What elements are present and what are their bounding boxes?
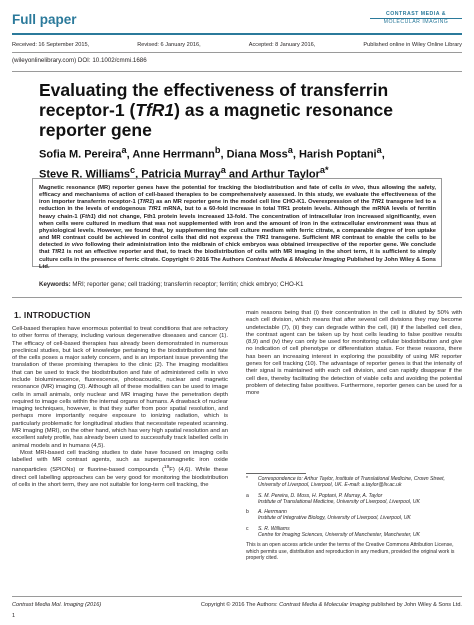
brand-line-1: CONTRAST MEDIA &	[370, 11, 462, 19]
journal-brand-logo	[370, 11, 462, 25]
article-dates	[12, 42, 462, 48]
abstract: Magnetic resonance (MR) reporter genes have the potential for tracking the biodistribution and fate of cells in vivo, thus allowing the safety, efficacy and mechanisms of action of cell-based therapies to be comprehensively assessed. In this study, we evaluate the effectiveness of the iron importer transferrin receptor-1 (TfR1) as an MR reporter gene in the model cell line CHO-K1. Overexpression of the TfR1 transgene led to a reduction in the levels of endogenous TfR1 mRNA, but to a 60-fold increase in total TfR1 protein levels. Although the mRNA levels of ferritin heavy chain-1 (Fth1) did not change, Fth1 protein levels increased 13-fold. The concentration of intracellular iron increased significantly, even when cells were cultured in medium that was not supplemented with iron and the amount of iron in the extracellular environment was thus at physiological levels. However, we found that, by supplementing the cell culture medium with ferric citrate, a comparable degree of iron uptake and MR contrast could be achieved in control cells that did not express the TfR1 transgene. Sufficient MR contrast to enable the cells to be detected in vivo following their administration into the midbrain of chick embryos was obtained irrespective of the reporter gene. We conclude that TfR1 is not an effective reporter and that, to track the biodistribution of cells with MR imaging in the short term, it is sufficient to simply culture cells in the presence of ferric citrate. Copyright © 2016 The Authors Contrast Media & Molecular Imaging Published by John Wiley & Sons Ltd.	[32, 178, 442, 267]
footer-divider	[12, 596, 462, 597]
license-note: This is an open access article under the terms of the Creative Commons Attribution License, which permits use, distribution and reproduction in any medium, provided the original work is properly cited.	[246, 542, 455, 561]
brand-line-2: MOLECULAR IMAGING	[383, 19, 449, 25]
author-name[interactable]: Sofia M. Pereira	[39, 148, 122, 161]
author-name[interactable]: Arthur Taylor	[251, 168, 320, 181]
footnote-affiliation: b A. Herrmann Institute of Integrative Biology, University of Liverpool, Liverpool, UK	[246, 509, 411, 522]
header-divider	[12, 33, 462, 35]
keywords-divider	[12, 297, 462, 298]
keywords	[39, 281, 439, 288]
footnotes	[246, 476, 462, 565]
revised-date: Revised: 6 January 2016,	[137, 42, 201, 48]
section-label: Full paper	[12, 12, 77, 27]
keywords-text: MRI; reporter gene; cell tracking; transferrin receptor; ferritin; chick embryo; CHO-K1	[70, 281, 304, 288]
published-online: Published online in Wiley Online Library	[363, 42, 462, 48]
body-column-left	[12, 326, 228, 489]
footer-journal: Contrast Media Mol. Imaging (2016)	[12, 602, 102, 608]
article-title: Evaluating the effectiveness of transferrin receptor-1 (TfR1) as a magnetic resonance reporter gene	[39, 80, 394, 140]
footnote-affiliation: a S. M. Pereira, D. Moss, H. Poptani, P. Murray, A. Taylor Institute of Translational Medicine, University of Liverpool, Liverpool, UK	[246, 492, 420, 505]
paragraph: Most MRI-based cell tracking studies to date have focused on imaging cells labelled with MR contrast agents, such as superparamagnetic iron oxide nanoparticles (SPIONs) or fluorine-based compounds ($^{19}$F) (4,6). While these direct cell labelling approaches can be very good for monitoring the biodistribution of cells in the short term, they are not suitable for long-term cell tracking, the	[12, 449, 229, 488]
doi-divider	[12, 71, 462, 72]
author-name[interactable]: Anne Herrmann	[132, 148, 215, 161]
paragraph: Cell-based therapies have enormous potential to treat conditions that are refractory to other forms of therapy, including various degenerative diseases and cancer (1). The efficacy of cell-based therapies has already been demonstrated in numerous preclinical studies, but lack of knowledge pertaining to the biodistribution and fate of the cells poses a major safety concern, and is an important issue preventing the translation of these promising therapies to the clinic (2). The imaging modalities that can be used to track the biodistribution and fate of administered cells in vivo include bioluminescence, fluorescence, photoacoustic, nuclear and magnetic resonance (MR) imaging (3). Although all of these modalities can be used to image cells in small animals, only nuclear and MR imaging have the penetration depth required to image cells within the internal organs of humans. A drawback of nuclear imaging techniques, however, is that they suffer from poor spatial resolution, and perhaps more importantly require exposure to ionizing radiation, which is particularly problematic for longitudinal studies that necessitate repeated scanning. MR imaging (MRI), on the other hand, which has very high spatial resolution and an excellent safety profile, has already been used to successfully track labelled cells in animal models and in humans (4,5).	[12, 326, 229, 449]
doi-line[interactable]: (wileyonlinelibrary.com) DOI: 10.1002/cmmi.1686	[12, 57, 147, 64]
footnote-correspondence: * Correspondence to: Arthur Taylor, Institute of Translational Medicine, Crown Street, University of Liverpool, Liverpool, UK. E-mail: a.taylor@liv.ac.uk	[246, 476, 445, 489]
dates-divider	[12, 52, 462, 53]
section-heading: 1. INTRODUCTION	[14, 310, 91, 320]
accepted-date: Accepted: 8 January 2016,	[248, 42, 316, 48]
author-list: Sofia M. Pereira$^a$, Anne Herrmann$^b$, Diana Moss$^a$, Harish Poptani$^a$, Steve R. Williams$^c$, Patricia Murray$^a$ and Arthur Taylor$^{a*}$	[39, 145, 385, 181]
footnote-affiliation: c S. R. Williams Centre for Imaging Sciences, University of Manchester, Manchester, UK	[246, 525, 420, 539]
footer-copyright: Copyright © 2016 The Authors: Contrast Media & Molecular Imaging published by John Wiley & Sons Ltd.	[200, 602, 462, 608]
author-name[interactable]: Patricia Murray	[141, 168, 221, 181]
body-column-right	[246, 310, 462, 397]
keywords-label: Keywords:	[39, 281, 71, 288]
author-name[interactable]: Steve R. Williams	[39, 168, 130, 181]
footnote-divider	[246, 473, 306, 474]
author-name[interactable]: Harish Poptani	[298, 148, 377, 161]
paragraph: main reasons being that (i) their concentration in the cell is diluted by 50% with each cell division, which means that after several cell divisions they may become undetectable (7), (ii) they can degrade within the cell, (iii) if the labelled cell dies, the contrast agent can be taken up by host cells leading to false positive results (8,9) and (iv) they can only be used for monitoring cellular biodistribution and give no indication of cell phenotype or differentiation status. For these reasons, there has been an increasing interest in exploring the possibility of using MR reporter genes for cell tracking (10). The advantage of reporter genes is that the intensity of their signal is maintained with each cell division, and can rapidly disappear if the cell dies, thereby facilitating the detection of viable cells and avoiding the potential problem of detecting false positives. Furthermore, reporter genes can be used for a more	[246, 310, 462, 397]
received-date: Received: 16 September 2015,	[12, 42, 90, 48]
gene-name: TfR1	[135, 100, 175, 120]
page-number: 1	[12, 613, 16, 619]
author-name[interactable]: Diana Moss	[226, 148, 288, 161]
